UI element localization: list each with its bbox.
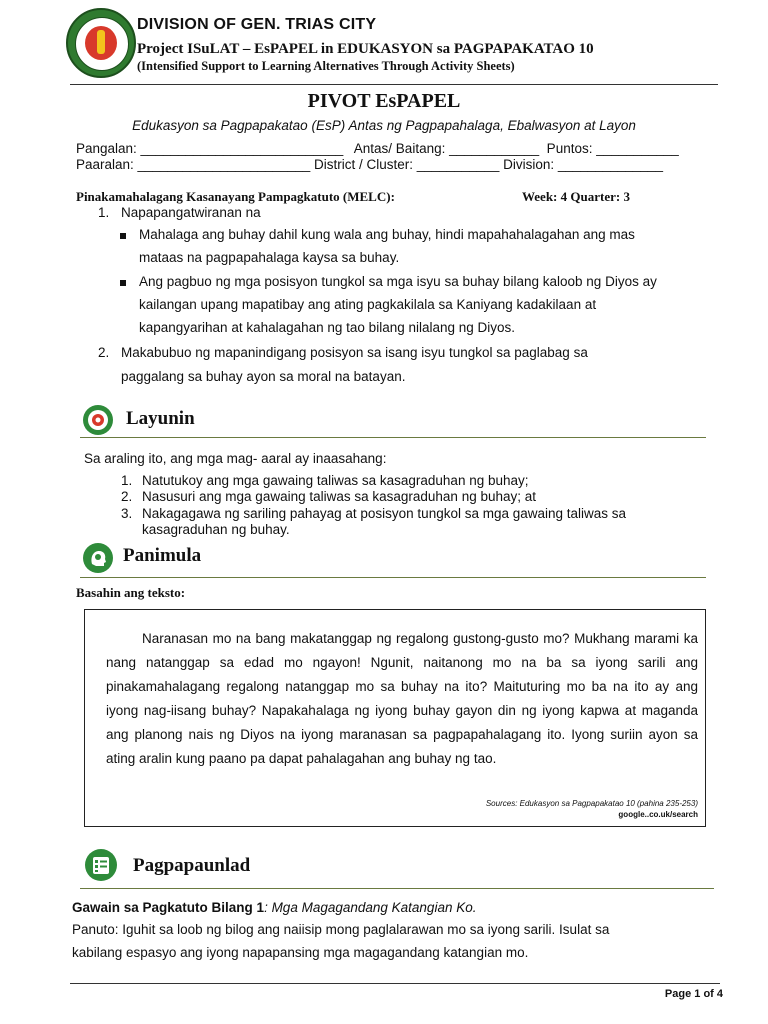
source-url: google..co.uk/search (618, 810, 698, 819)
header-rule (70, 84, 718, 85)
panuto-line-1: Panuto: Iguhit sa loob ng bilog ang naiisip mong paglalarawan mo sa iyong sarili. Isulat sa (72, 922, 610, 937)
gawain-label: Gawain sa Pagkatuto Bilang 1 (72, 900, 265, 915)
layunin-item-number: 3. (121, 506, 133, 521)
melc-item-2-line-2: paggalang sa buhay ayon sa moral na batayan. (121, 369, 406, 384)
reading-passage: Naranasan mo na bang makatanggap ng regalong gustong-gusto mo? Mukhang marami ka nang natanggap sa edad mo ngayon! Ngunit, naitanong mo na ba sa iyong sarili ang pinakamahalagang regalong natanggap mo sa buhay na ito? Maituturing mo ba na ito ay ang iyong nag-iisang buhay? Napakahalaga ng iyong buhay gayon din ng iyong kapwa at maganda ang planong nais ng Diyos na iyong maranasan sa pagpapahalagang ito. Iyong suriin ayon sa ating aralin kung paano pa dapat pahalagahan ang buhay ng tao. (106, 631, 698, 766)
melc-item-number: 2. (98, 345, 110, 360)
section-rule (80, 888, 714, 889)
basahin-label: Basahin ang teksto: (76, 585, 186, 600)
division-name: DIVISION OF GEN. TRIAS CITY (137, 16, 377, 33)
layunin-item-number: 1. (121, 473, 133, 488)
week-quarter: Week: 4 Quarter: 3 (522, 189, 630, 204)
source-citation: Sources: Edukasyon sa Pagpapakatao 10 (pahina 235-253) (485, 799, 698, 808)
layunin-item-3-line-1: Nakagagawa ng sariling pahayag at posisyon tungkol sa mga gawaing taliwas sa (142, 506, 627, 521)
section-title-panimula: Panimula (123, 545, 202, 566)
head-gear-icon (82, 542, 114, 574)
layunin-item-number: 2. (121, 489, 133, 504)
panuto-line-2: kabilang espasyo ang iyong napapansing mga magagandang katangian mo. (72, 945, 529, 960)
school-district-division-fields: Paaralan: _______________________ District / Cluster: ___________ Division: ______________ (76, 157, 663, 172)
target-icon (82, 404, 114, 436)
project-subtitle: (Intensified Support to Learning Alternatives Through Activity Sheets) (137, 59, 515, 73)
division-seal-logo (66, 8, 136, 78)
project-title: Project ISuLAT – EsPAPEL in EDUKASYON sa PAGPAPAKATAO 10 (137, 41, 594, 57)
bullet-icon (120, 233, 126, 239)
melc-item-number: 1. (98, 205, 110, 220)
melc-bullet-1-line-1: Mahalaga ang buhay dahil kung wala ang buhay, hindi mapahahalagahan ang mas (139, 227, 635, 242)
footer-rule (70, 983, 720, 984)
layunin-item-3-line-2: kasagraduhan ng buhay. (142, 522, 290, 537)
gawain-title: : Mga Magagandang Katangian Ko. (264, 900, 477, 915)
section-title-layunin: Layunin (126, 408, 195, 429)
melc-label: Pinakamahalagang Kasanayang Pampagkatuto (MELC): (76, 189, 395, 204)
layunin-item-1: Natutukoy ang mga gawaing taliwas sa kasagraduhan ng buhay; (142, 473, 529, 488)
section-title-pagpapaunlad: Pagpapaunlad (133, 855, 251, 876)
melc-bullet-2-line-1: Ang pagbuo ng mga posisyon tungkol sa mga isyu sa buhay bilang kaloob ng Diyos ay (139, 274, 657, 289)
section-rule (80, 437, 706, 438)
page-number: Page 1 of 4 (664, 988, 723, 1000)
page-title: PIVOT EsPAPEL (307, 90, 461, 112)
checklist-icon (84, 848, 118, 882)
melc-bullet-1-line-2: mataas na pagpapahalaga kaysa sa buhay. (139, 250, 400, 265)
layunin-intro: Sa araling ito, ang mga mag- aaral ay inaasahang: (84, 451, 387, 466)
section-rule (80, 577, 706, 578)
name-grade-score-fields: Pangalan: ___________________________ Antas/ Baitang: ____________ Puntos: ___________ (76, 141, 679, 156)
page-subtitle: Edukasyon sa Pagpapakatao (EsP) Antas ng Pagpapahalaga, Ebalwasyon at Layon (132, 118, 636, 133)
melc-item-1: Napapangatwiranan na (121, 205, 261, 220)
melc-bullet-2-line-3: kapangyarihan at kahalagahan ng tao bilang nilalang ng Diyos. (139, 320, 516, 335)
layunin-item-2: Nasusuri ang mga gawaing taliwas sa kasagraduhan ng buhay; at (142, 489, 536, 504)
melc-bullet-2-line-2: kailangan upang mapatibay ang ating pagkakilala sa Kaniyang kadakilaan at (139, 297, 597, 312)
bullet-icon (120, 280, 126, 286)
melc-item-2-line-1: Makabubuo ng mapanindigang posisyon sa isang isyu tungkol sa paglabag sa (121, 345, 588, 360)
